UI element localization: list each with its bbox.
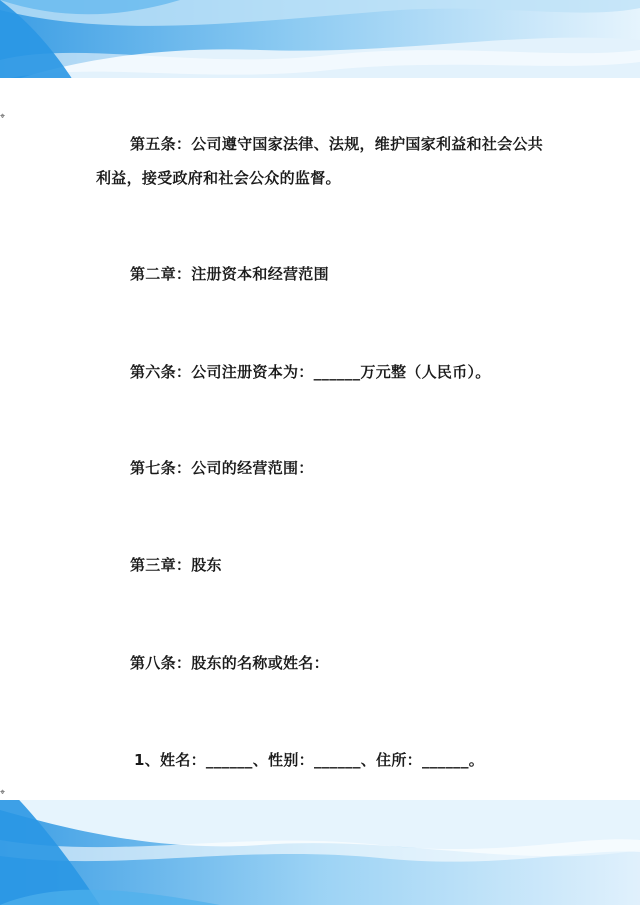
article-5: 第五条：公司遵守国家法律、法规，维护国家利益和社会公共利益，接受政府和社会公众的监督。 (96, 135, 544, 187)
margin-mark: ⌖ (0, 788, 6, 798)
article-7: 第七条：公司的经营范围： (130, 459, 314, 477)
margin-mark: ⌖ (0, 112, 6, 122)
article-6: 第六条：公司注册资本为：______万元整（人民币）。 (130, 363, 491, 381)
shareholder-entry-1: 1、姓名：______、性别：______、住所：______。 (134, 751, 485, 769)
article-8: 第八条：股东的名称或姓名： (130, 654, 329, 672)
chapter-2-heading: 第二章：注册资本和经营范围 (130, 265, 329, 283)
chapter-3-heading: 第三章：股东 (130, 556, 222, 574)
